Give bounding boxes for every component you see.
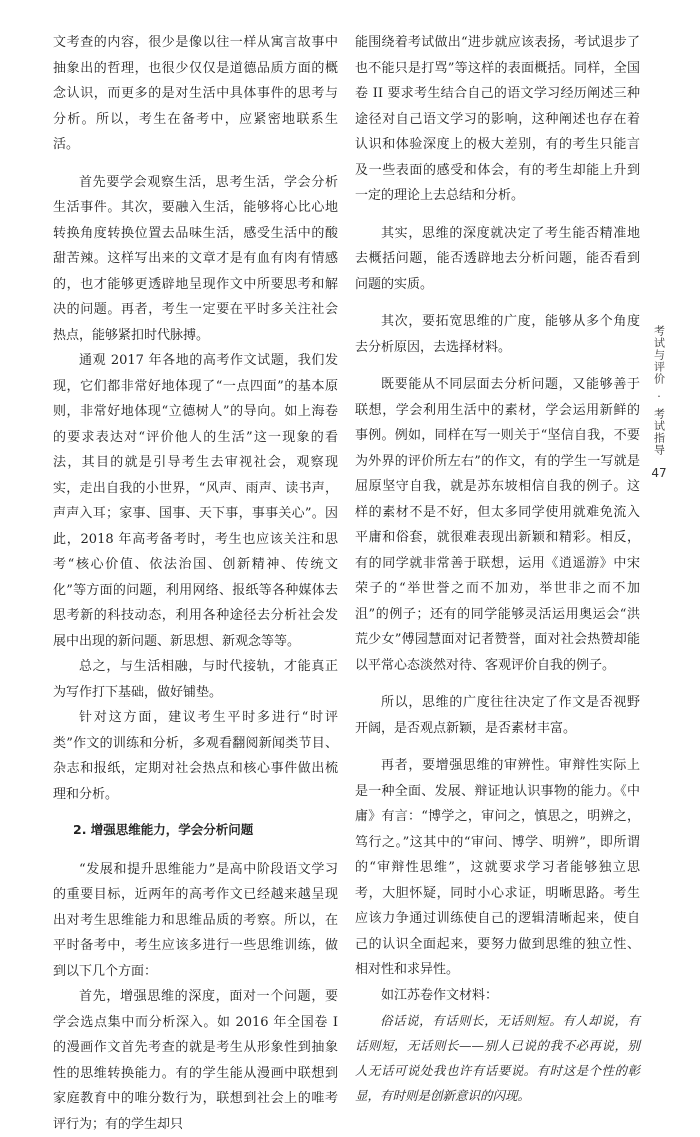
right-column [355,30,640,1108]
paragraph: 首先，增强思维的深度，面对一个问题，要学会选点集中而分析深入。如 2016 年全国卷 I 的漫画作文首先考查的就是考生从形象性到抽象性的思维转换能力。有的学生能从漫画中联想到家庭教育中的唯分数行为，联想到社会上的唯考评行为；有的学生却只 [53,989,338,1132]
sidebar-separator: · [657,390,661,403]
quoted-material: 俗话说，有话则长，无话则短。有人却说，有话则短，无话则长——别人已说的我不必再说，别人无话可说处我也许有话要说。有时这是个性的彰显，有时则是创新意识的闪现。 [355,1013,640,1103]
paragraph: 如江苏卷作文材料： [381,987,499,1003]
paragraph: 通观 2017 年各地的高考作文试题，我们发现，它们都非常好地体现了“一点四面”的基本原则，非常好地体现“立德树人”的导向。如上海卷的要求表达对“评价他人的生活”这一现象的看法，其目的就是引导考生去审视社会，观察现实，走出自我的小世界，“风声、雨声、读书声，声声入耳；家事、国事、天下事，事事关心”。因此，2018 年高考备考时，考生也应该关注和思考“核心价值、依法治国、创新精神、传统文化”等方面的问题，利用网络、报纸等各种媒体去思考新的科技动态，利用各种途径去分析社会发展中出现的新问题、新思想、新观念等等。 [53,353,338,649]
paragraph: 其实，思维的深度就决定了考生能否精准地去概括问题，能否透辟地去分析问题，能否看到问题的实质。 [355,225,640,292]
sidebar-label-part2: 考试指导 [652,408,666,456]
paragraph: “发展和提升思维能力”是高中阶段语文学习的重要目标，近两年的高考作文已经越来越呈现出对考生思维能力和思维品质的考察。所以，在平时备考中，考生应该多进行一些思维训练，做到以下几个方面： [53,861,338,979]
paragraph: 所以，思维的广度往往决定了作文是否视野开阔，是否观点新颖，是否素材丰富。 [355,695,640,736]
sidebar-label-part1: 考试与评价 [652,325,666,385]
paragraph: 能围绕着考试做出“进步就应该表扬，考试退步了也不能只是打骂”等这样的表面概括。同样，全国卷 II 要求考生结合自己的语文学习经历阐述三种途径对自己语文学习的影响，这种阐述也存在着认识和体验深度上的极大差别，有的考生只能言及一些表面的感受和体会，有的考生却能上升到一定的理论上去总结和分析。 [355,35,640,203]
paragraph: 既要能从不同层面去分析问题，又能够善于联想，学会利用生活中的素材，学会运用新鲜的事例。例如，同样在写一则关于“坚信自我，不要为外界的评价所左右”的作文，有的学生一写就是屈原坚守自我，就是苏东坡相信自我的例子。这样的素材不是不好，但太多同学使用就难免流入平庸和俗套，就很难表现出新颖和精彩。相反，有的同学就非常善于联想，运用《逍遥游》中宋荣子的“举世誉之而不加劝，举世非之而不加沮”的例子；还有的同学能够灵活运用奥运会“洪荒少女”傅园慧面对记者赞誉，面对社会热赞却能以平常心态淡然对待、客观评价自我的例子。 [355,377,640,673]
paragraph: 首先要学会观察生活，思考生活，学会分析生活事件。其次，要融入生活，能够将心比心地转换角度转换位置去品味生活，感受生活中的酸甜苦辣。这样写出来的文章才是有血有肉有情感的，也才能够更透辟地呈现作文中所要思考和解决的问题。再者，考生一定要在平时多关注社会热点，能够紧扣时代脉搏。 [53,174,338,343]
paragraph: 再者，要增强思维的审辨性。审辩性实际上是一种全面、发展、辩证地认识事物的能力。《中庸》有言：“博学之，审问之，慎思之，明辨之，笃行之。”这其中的“审问、博学、明辨”，即所谓的“审辩性思维”，这就要求学习者能够独立思考，大胆怀疑，同时小心求证，明晰思路。考生应该力争通过训练使自己的逻辑清晰起来，使自己的认识全面起来，要努力做到思维的独立性、相对性和求异性。 [355,758,640,977]
paragraph: 文考查的内容，很少是像以往一样从寓言故事中抽象出的哲理，也很少仅仅是道德品质方面的概念认识，而更多的是对生活中具体事件的思考与分析。所以，考生在备考中，应紧密地联系生活。 [53,35,338,152]
section-heading: 2. 增强思维能力，学会分析问题 [73,822,254,837]
left-column [53,30,338,1137]
paragraph: 总之，与生活相融，与时代接轨，才能真正为写作打下基础，做好铺垫。 [53,659,338,700]
paragraph: 其次，要拓宽思维的广度，能够从多个角度去分析原因，去选择材料。 [355,314,640,355]
page-number: 47 [651,466,667,480]
paragraph: 针对这方面，建议考生平时多进行“时评类”作文的训练和分析，多观看翻阅新闻类节目、杂志和报纸，定期对社会热点和核心事件做出梳理和分析。 [53,710,338,802]
section-sidebar [646,325,672,456]
